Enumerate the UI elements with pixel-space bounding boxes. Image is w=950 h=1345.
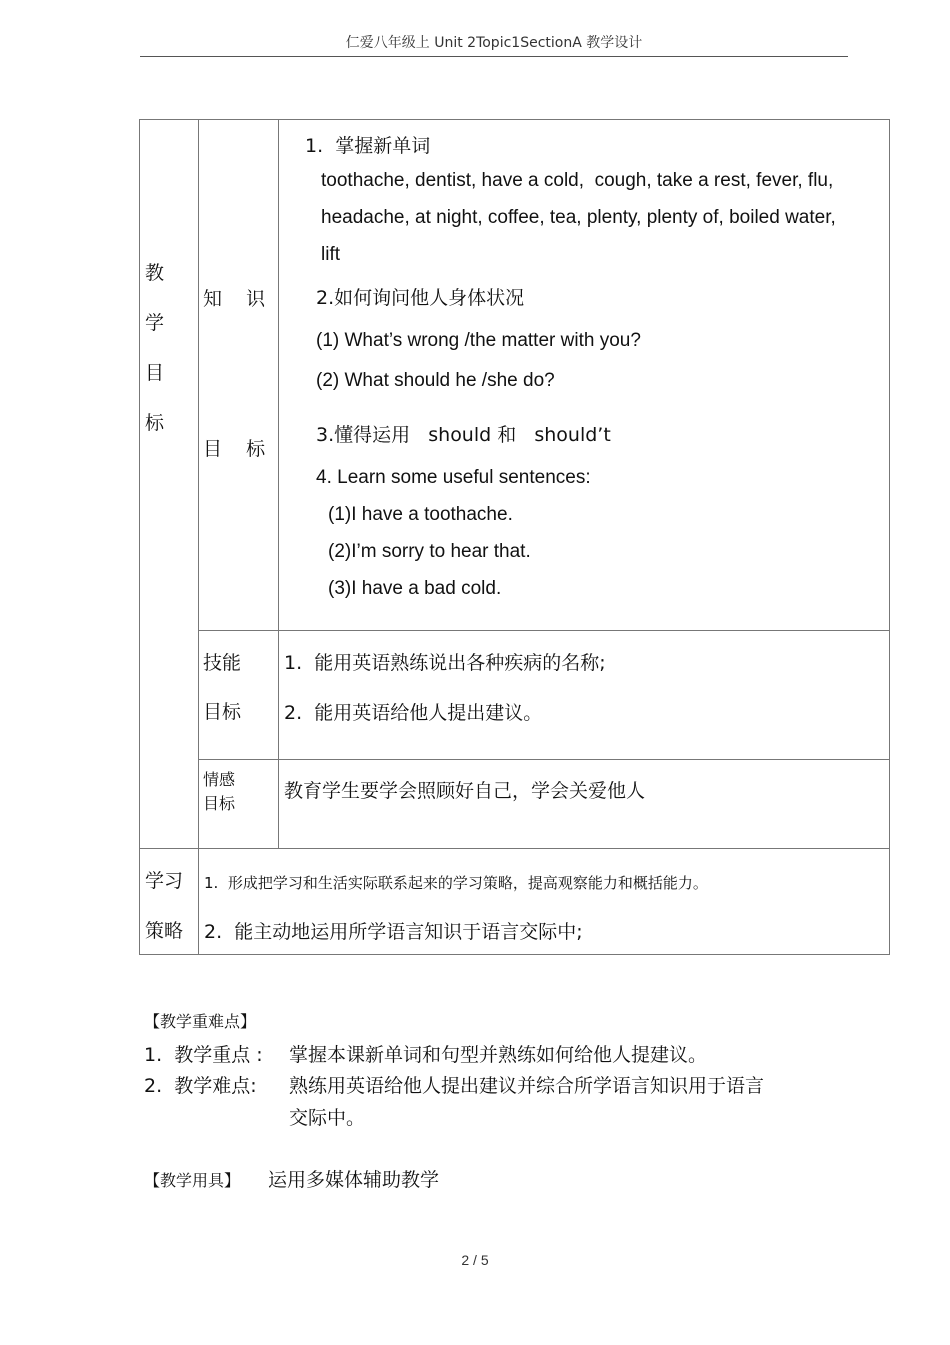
difficult-point-label: 2. 教学难点: [144, 1075, 257, 1097]
vocab-line: toothache, dentist, have a cold, cough, take a rest, fever, flu, [321, 170, 834, 191]
page-number: 2 / 5 [461, 1252, 489, 1268]
knowledge-item-title: 3.懂得运用 should 和 should’t [316, 424, 611, 446]
row-divider-skills [198, 759, 890, 760]
difficult-point-text: 交际中。 [289, 1107, 366, 1129]
emotion-text: 教育学生要学会照顾好自己，学会关爱他人 [284, 780, 646, 802]
knowledge-label: 知 识 [203, 288, 266, 310]
skills-line: 1. 能用英语熟练说出各种疾病的名称; [284, 652, 606, 674]
knowledge-sentence: (1) What’s wrong /the matter with you? [316, 330, 641, 351]
strategy-line: 2. 能主动地运用所学语言知识于语言交际中; [204, 921, 583, 943]
knowledge-item-title: 2.如何询问他人身体状况 [316, 287, 525, 309]
row-divider-strategy [139, 848, 890, 849]
section-label-char: 目 [145, 362, 165, 384]
key-point-label: 1. 教学重点 : [144, 1044, 263, 1066]
header-rule [140, 56, 848, 57]
section-label-char: 学 [145, 312, 165, 334]
knowledge-item-title: 1. 掌握新单词 [305, 135, 431, 157]
table-border-right [889, 119, 890, 955]
strategy-label: 学习 [145, 870, 184, 892]
row-divider-knowledge [198, 630, 890, 631]
difficult-point-text: 熟练用英语给他人提出建议并综合所学语言知识用于语言 [289, 1075, 765, 1097]
vocab-line: lift [321, 244, 340, 265]
table-border-top [139, 119, 890, 120]
knowledge-label: 目 标 [203, 438, 266, 460]
knowledge-sentence: (3)I have a bad cold. [328, 578, 502, 599]
key-points-heading: 【教学重难点】 [144, 1012, 257, 1031]
section-label-char: 教 [145, 262, 165, 284]
knowledge-item-title: 4. Learn some useful sentences: [316, 467, 591, 488]
strategy-label: 策略 [145, 920, 184, 942]
skills-line: 2. 能用英语给他人提出建议。 [284, 702, 543, 724]
strategy-line: 1. 形成把学习和生活实际联系起来的学习策略，提高观察能力和概括能力。 [204, 874, 708, 892]
key-point-text: 掌握本课新单词和句型并熟练如何给他人提建议。 [289, 1044, 708, 1066]
knowledge-sentence: (2) What should he /she do? [316, 370, 555, 391]
table-border-left [139, 119, 140, 955]
tools-heading: 【教学用具】 [144, 1171, 241, 1190]
skills-label: 目标 [203, 701, 242, 723]
knowledge-sentence: (1)I have a toothache. [328, 504, 513, 525]
column-divider-2 [278, 119, 279, 848]
table-border-bottom [139, 954, 890, 955]
knowledge-sentence: (2)I’m sorry to hear that. [328, 541, 531, 562]
emotion-label: 目标 [203, 794, 236, 813]
column-divider-1 [198, 119, 199, 955]
emotion-label: 情感 [203, 770, 236, 789]
skills-label: 技能 [203, 652, 242, 674]
tools-text: 运用多媒体辅助教学 [268, 1169, 440, 1191]
vocab-line: headache, at night, coffee, tea, plenty, plenty of, boiled water, [321, 207, 836, 228]
section-label-char: 标 [145, 412, 165, 434]
page-header: 仁爱八年级上 Unit 2Topic1SectionA 教学设计 [345, 35, 643, 51]
